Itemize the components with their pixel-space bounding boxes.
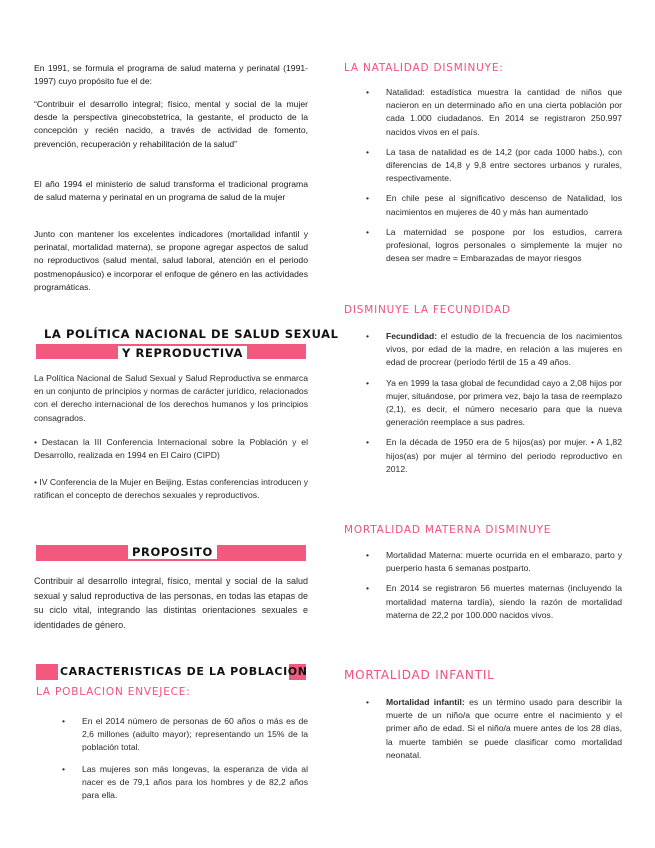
quote-paragraph: “Contribuir el desarrollo integral; físico, mental y social de la mujer desde la perspectiva ginecobstetrica, la gestante, el producto de la concepción y recién nacido, a través de actividad de fomento, prevención, recuperación y rehabilitación de la salud”	[34, 99, 308, 149]
program-1994-paragraph: El año 1994 el ministerio de salud transforma el tradicional programa de salud materna y perinatal en un programa de salud de la mujer	[34, 179, 308, 203]
list-item: • Las mujeres son más longevas, la esperanza de vida al nacer es de 79,1 años para los hombres y de 82,2 años para ella.	[62, 763, 308, 801]
materna-heading: MORTALIDAD MATERNA DISMINUYE	[344, 524, 552, 536]
beijing-paragraph: • IV Conferencia de la Mujer en Beijing. Estas conferencias introducen y ratifican el concepto de derechos sexuales y reproductivos.	[34, 477, 308, 501]
politica-heading-line1: LA POLÍTICA NACIONAL DE SALUD SEXUAL	[44, 327, 339, 341]
cairo-paragraph: • Destacan la III Conferencia Internacional sobre la Población y el Desarrollo, realizada en 1994 en El Cairo (CIPD)	[34, 437, 308, 461]
list-item: • La tasa de natalidad es de 14,2 (por cada 1000 habs.), con diferencias de 14,8 y 9,8 entre sectores urbanos y rurales, respectivamente.	[366, 146, 622, 184]
list-item: • Ya en 1999 la tasa global de fecundidad cayo a 2,08 hijos por mujer, situándose, por primera vez, bajo la tasa de reemplazo (2,1), es decir, el número necesario para que la nueva generación reemplace a sus padres.	[366, 377, 622, 428]
list-item: • Mortalidad Materna: muerte ocurrida en el embarazo, parto y puerperio hasta 6 semanas postparto.	[366, 550, 622, 574]
caract-heading: CARACTERISTICAS DE LA POBLACION	[60, 665, 308, 678]
list-item: • En la década de 1950 era de 5 hijos(as) por mujer. • A 1,82 hijos(as) por mujer al término del periodo reproductivo en 2012.	[366, 437, 622, 474]
proposito-heading: PROPOSITO	[128, 545, 217, 559]
list-item: • En 2014 se registraron 56 muertes maternas (incluyendo la mortalidad materna tardía), siendo la razón de mortalidad materna de 22,2 por 100.000 nacidos vivos.	[366, 583, 622, 620]
indicators-paragraph: Junto con mantener los excelentes indicadores (mortalidad infantil y perinatal, mortalidad materna), se propone agregar aspectos de salud no reproductivos (salud mental, salud laboral, atención en el periodo postmenopáusico) e incorporar el enfoque de género en las actividades programáticas.	[34, 229, 308, 292]
proposito-paragraph: Contribuir al desarrollo integral, físico, mental y social de la salud sexual y salud reproductiva de las personas, en todas las etapas de su ciclo vital, integrando las distintas orientaciones sexuales e identidades de género.	[34, 576, 308, 630]
list-item: • Fecundidad: el estudio de la frecuencia de los nacimientos vivos, por edad de la madre, en relación a las mujeres en edad de procrear (período fértil de 15 a 49 años.	[366, 331, 622, 368]
list-item: • La maternidad se pospone por los estudios, carrera profesional, logros personales o simplemente la mujer no desea ser madre = Embarazadas de mayor riesgos	[366, 226, 622, 264]
infantil-list	[366, 696, 622, 762]
politica-paragraph: La Política Nacional de Salud Sexual y Salud Reproductiva se enmarca en un conjunto de principios y normas de carácter jurídico, relacionados con el derecho internacional de los derechos humanos y los principios consagrados.	[34, 373, 308, 423]
caract-bar-left	[36, 664, 58, 680]
list-item: • Natalidad: estadística muestra la cantidad de niños que nacieron en un determinado año en una cierta población por cada 1.000 ciudadanos. En 2014 se registraron 250.997 nacidos vivos en el país.	[366, 87, 622, 137]
list-item: • En chile pese al significativo descenso de Natalidad, los nacimientos en mujeres de 40 y más han aumentado	[366, 193, 622, 217]
list-item: • En el 2014 número de personas de 60 años o más es de 2,6 millones (adulto mayor); representando un 15% de la población total.	[62, 716, 308, 753]
envejece-heading: LA POBLACION ENVEJECE:	[36, 686, 191, 698]
fecundidad-heading: DISMINUYE LA FECUNDIDAD	[344, 304, 511, 316]
fecundidad-list	[366, 330, 622, 476]
list-item: • Mortalidad infantil: es un término usado para describir la muerte de un niño/a que ocurre entre el nacimiento y el primer año de edad. Si el niño/a muere antes de los 28 días, la muerte también se puede clasificar como mortalidad neonatal.	[366, 697, 622, 760]
politica-heading-line2: Y REPRODUCTIVA	[118, 346, 247, 360]
infantil-heading: MORTALIDAD INFANTIL	[344, 668, 495, 682]
materna-list	[366, 549, 622, 622]
natalidad-list	[366, 86, 622, 265]
intro-paragraph: En 1991, se formula el programa de salud materna y perinatal (1991-1997) cuyo propósito fue el de:	[34, 63, 308, 87]
natalidad-heading: LA NATALIDAD DISMINUYE:	[344, 62, 504, 74]
envejece-list	[62, 715, 308, 802]
